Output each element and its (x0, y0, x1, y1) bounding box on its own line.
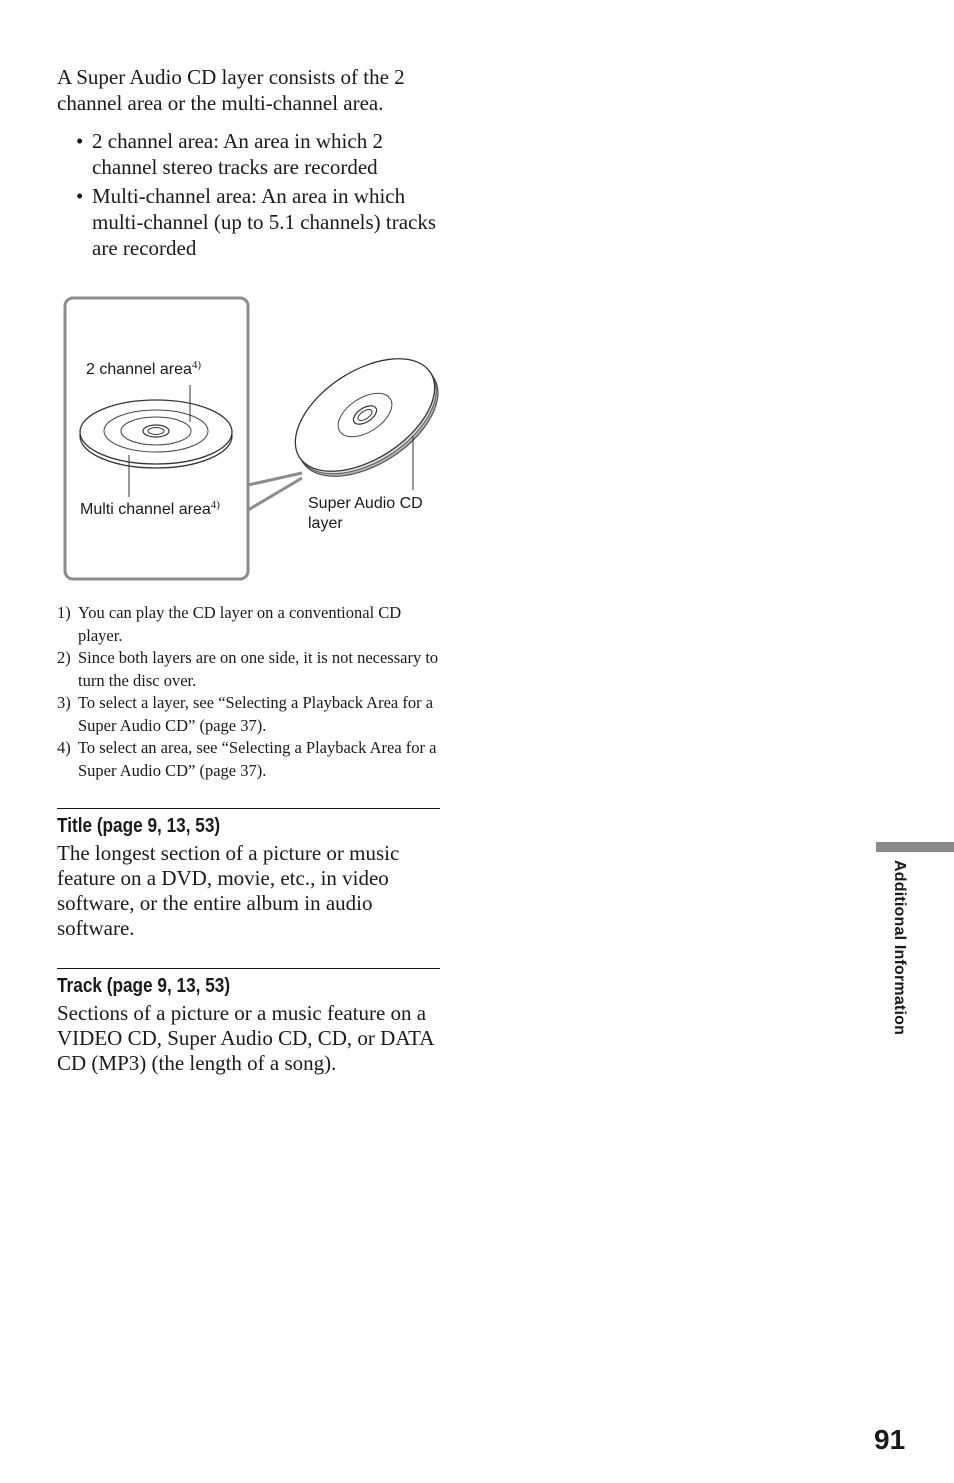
body-title: The longest section of a picture or music feature on a DVD, movie, etc., in video software, or the entire album in audio software. (57, 841, 400, 940)
footnote-text: To select a layer, see “Selecting a Playback Area for a Super Audio CD” (page 37). (78, 693, 434, 735)
section-divider-title (57, 808, 440, 809)
footnote-item (57, 737, 442, 782)
flat-disc-icon (80, 400, 232, 468)
footnote-item (57, 692, 442, 737)
footnote-text: You can play the CD layer on a conventional CD player. (78, 603, 402, 645)
page-number: 91 (874, 1424, 906, 1455)
body-track: Sections of a picture or a music feature on a VIDEO CD, Super Audio CD, CD, or DATA CD (MP3) (the length of a song). (57, 1001, 434, 1075)
footnote-list (57, 602, 442, 782)
footnote-text: Since both layers are on one side, it is not necessary to turn the disc over. (78, 648, 439, 690)
footnote-number: 1) (57, 603, 71, 622)
footnote-number: 3) (57, 693, 71, 712)
footnote-item (57, 602, 442, 647)
footnote-item (57, 647, 442, 692)
label-sacd-layer: Super Audio CD layer (308, 495, 423, 532)
footnote-number: 2) (57, 648, 71, 667)
tilted-disc-icon (276, 336, 445, 500)
bullet-symbol: • (76, 184, 84, 208)
label-2ch-footnote-ref: 4) (191, 359, 202, 371)
side-tab-label: Additional Information (891, 860, 908, 1036)
label-2ch-area: 2 channel area$^{4)}$ (86, 359, 202, 378)
bullet-symbol: • (76, 129, 84, 153)
disc-layer-diagram (60, 292, 445, 587)
heading-title: Title (page 9, 13, 53) (57, 815, 221, 837)
footnote-text: To select an area, see “Selecting a Playback Area for a Super Audio CD” (page 37). (78, 738, 437, 780)
bullet-item-multi (76, 183, 446, 261)
label-multi-footnote-ref: 4) (210, 499, 220, 511)
bullet-item-2ch (76, 128, 446, 180)
footnote-number: 4) (57, 738, 71, 757)
bullet-text: 2 channel area: An area in which 2 channel stereo tracks are recorded (92, 129, 383, 179)
bullet-text: Multi-channel area: An area in which multi-channel (up to 5.1 channels) tracks are recorded (92, 184, 437, 260)
bullet-list (76, 128, 446, 264)
heading-track: Track (page 9, 13, 53) (57, 975, 231, 997)
label-multi-channel-area: Multi channel area$^{4)}$ (80, 499, 220, 518)
section-divider-track (57, 968, 440, 969)
section-tab-marker (876, 842, 954, 852)
disc-diagram-graphic (60, 292, 445, 587)
intro-paragraph: A Super Audio CD layer consists of the 2 channel area or the multi-channel area. (57, 65, 405, 115)
